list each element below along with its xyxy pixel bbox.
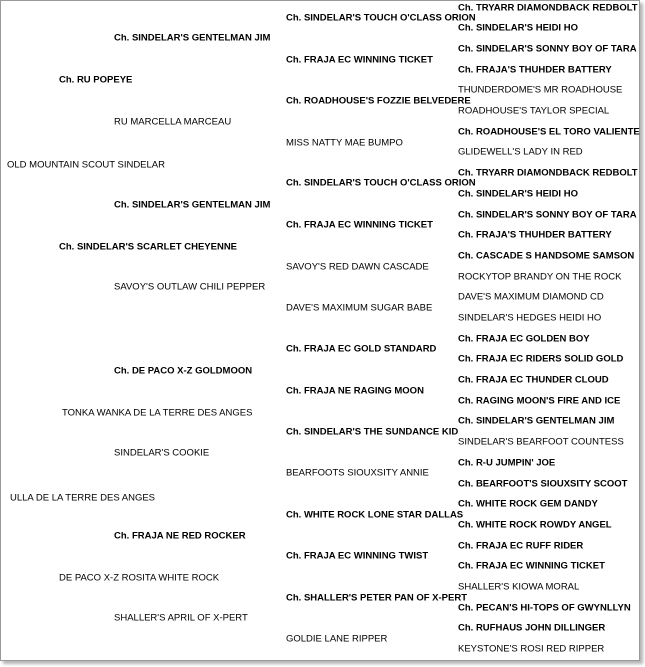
gen4-name: SINDELAR'S HEDGES HEIDI HO	[458, 312, 602, 324]
gen3-name: Ch. SINDELAR'S TOUCH O'CLASS ORION	[286, 12, 476, 24]
gen4-name: Ch. FRAJA EC THUNDER CLOUD	[458, 374, 609, 386]
gen4-name: Ch. FRAJA EC RIDERS SOLID GOLD	[458, 353, 624, 365]
subject-dam-line: ULLA DE LA TERRE DES ANGES	[10, 492, 156, 504]
gen1-name: Ch. SINDELAR'S SCARLET CHEYENNE	[59, 241, 238, 253]
gen4-name: Ch. R-U JUMPIN' JOE	[458, 457, 556, 469]
gen2-name: Ch. DE PACO X-Z GOLDMOON	[114, 365, 253, 377]
gen3-name: Ch. SINDELAR'S TOUCH O'CLASS ORION	[286, 177, 476, 189]
gen4-name: SINDELAR'S BEARFOOT COUNTESS	[458, 436, 624, 448]
gen4-name: Ch. SINDELAR'S GENTELMAN JIM	[458, 415, 615, 427]
gen4-name: SHALLER'S KIOWA MORAL	[458, 581, 580, 593]
gen4-name: Ch. RAGING MOON'S FIRE AND ICE	[458, 395, 621, 407]
gen3-name: Ch. SINDELAR'S THE SUNDANCE KID	[286, 426, 459, 438]
gen4-name: Ch. CASCADE S HANDSOME SAMSON	[458, 250, 635, 262]
gen4-name: Ch. SINDELAR'S SONNY BOY OF TARA	[458, 209, 637, 221]
gen3-name: Ch. FRAJA EC WINNING TICKET	[286, 54, 433, 66]
gen4-name: ROADHOUSE'S TAYLOR SPECIAL	[458, 105, 610, 117]
gen3-name: Ch. SHALLER'S PETER PAN OF X-PERT	[286, 592, 468, 604]
gen3-name: Ch. FRAJA EC GOLD STANDARD	[286, 343, 437, 355]
gen4-name: KEYSTONE'S ROSI RED RIPPER	[458, 643, 605, 655]
gen1-name: DE PACO X-Z ROSITA WHITE ROCK	[59, 572, 220, 584]
gen2-name: SHALLER'S APRIL OF X-PERT	[114, 612, 248, 624]
gen4-name: Ch. WHITE ROCK GEM DANDY	[458, 498, 598, 510]
gen4-name: Ch. BEARFOOT'S SIOUXSITY SCOOT	[458, 478, 628, 490]
gen3-name: GOLDIE LANE RIPPER	[286, 633, 388, 645]
gen3-name: Ch. FRAJA EC WINNING TICKET	[286, 219, 433, 231]
gen4-name: ROCKYTOP BRANDY ON THE ROCK	[458, 271, 622, 283]
gen4-name: Ch. FRAJA EC RUFF RIDER	[458, 540, 584, 552]
gen4-name: Ch. SINDELAR'S HEIDI HO	[458, 188, 578, 200]
gen4-name: DAVE'S MAXIMUM DIAMOND CD	[458, 291, 604, 303]
gen3-name: Ch. FRAJA NE RAGING MOON	[286, 385, 424, 397]
gen3-name: BEARFOOTS SIOUXSITY ANNIE	[286, 467, 429, 479]
gen4-name: Ch. FRAJA EC GOLDEN BOY	[458, 333, 590, 345]
gen4-name: THUNDERDOME'S MR ROADHOUSE	[458, 84, 623, 96]
gen2-name: SINDELAR'S COOKIE	[114, 447, 210, 459]
gen2-name: Ch. SINDELAR'S GENTELMAN JIM	[114, 32, 271, 44]
gen4-name: Ch. FRAJA'S THUHDER BATTERY	[458, 64, 612, 76]
subject-sire-line: OLD MOUNTAIN SCOUT SINDELAR	[7, 159, 166, 171]
gen3-name: DAVE'S MAXIMUM SUGAR BABE	[286, 302, 433, 314]
gen2-name: RU MARCELLA MARCEAU	[114, 116, 232, 128]
gen4-name: GLIDEWELL'S LADY IN RED	[458, 146, 583, 158]
gen3-name: Ch. ROADHOUSE'S FOZZIE BELVEDERE	[286, 95, 471, 107]
gen2-name: Ch. FRAJA NE RED ROCKER	[114, 530, 246, 542]
gen4-name: Ch. RUFHAUS JOHN DILLINGER	[458, 622, 606, 634]
gen4-name: Ch. WHITE ROCK ROWDY ANGEL	[458, 519, 612, 531]
gen1-name: TONKA WANKA DE LA TERRE DES ANGES	[62, 407, 253, 419]
gen4-name: Ch. SINDELAR'S HEIDI HO	[458, 22, 578, 34]
gen2-name: Ch. SINDELAR'S GENTELMAN JIM	[114, 199, 271, 211]
gen1-name: Ch. RU POPEYE	[59, 74, 133, 86]
gen4-name: Ch. FRAJA EC WINNING TICKET	[458, 560, 605, 572]
gen3-name: MISS NATTY MAE BUMPO	[286, 137, 403, 149]
gen4-name: Ch. ROADHOUSE'S EL TORO VALIENTE	[458, 126, 640, 138]
gen2-name: SAVOY'S OUTLAW CHILI PEPPER	[114, 281, 266, 293]
gen3-name: Ch. FRAJA EC WINNING TWIST	[286, 550, 429, 562]
gen3-name: SAVOY'S RED DAWN CASCADE	[286, 261, 429, 273]
gen4-name: Ch. FRAJA'S THUHDER BATTERY	[458, 229, 612, 241]
gen3-name: Ch. WHITE ROCK LONE STAR DALLAS	[286, 509, 464, 521]
gen4-name: Ch. TRYARR DIAMONDBACK REDBOLT	[458, 2, 638, 14]
gen4-name: Ch. SINDELAR'S SONNY BOY OF TARA	[458, 43, 637, 55]
gen4-name: Ch. TRYARR DIAMONDBACK REDBOLT	[458, 167, 638, 179]
gen4-name: Ch. PECAN'S HI-TOPS OF GWYNLLYN	[458, 602, 631, 614]
